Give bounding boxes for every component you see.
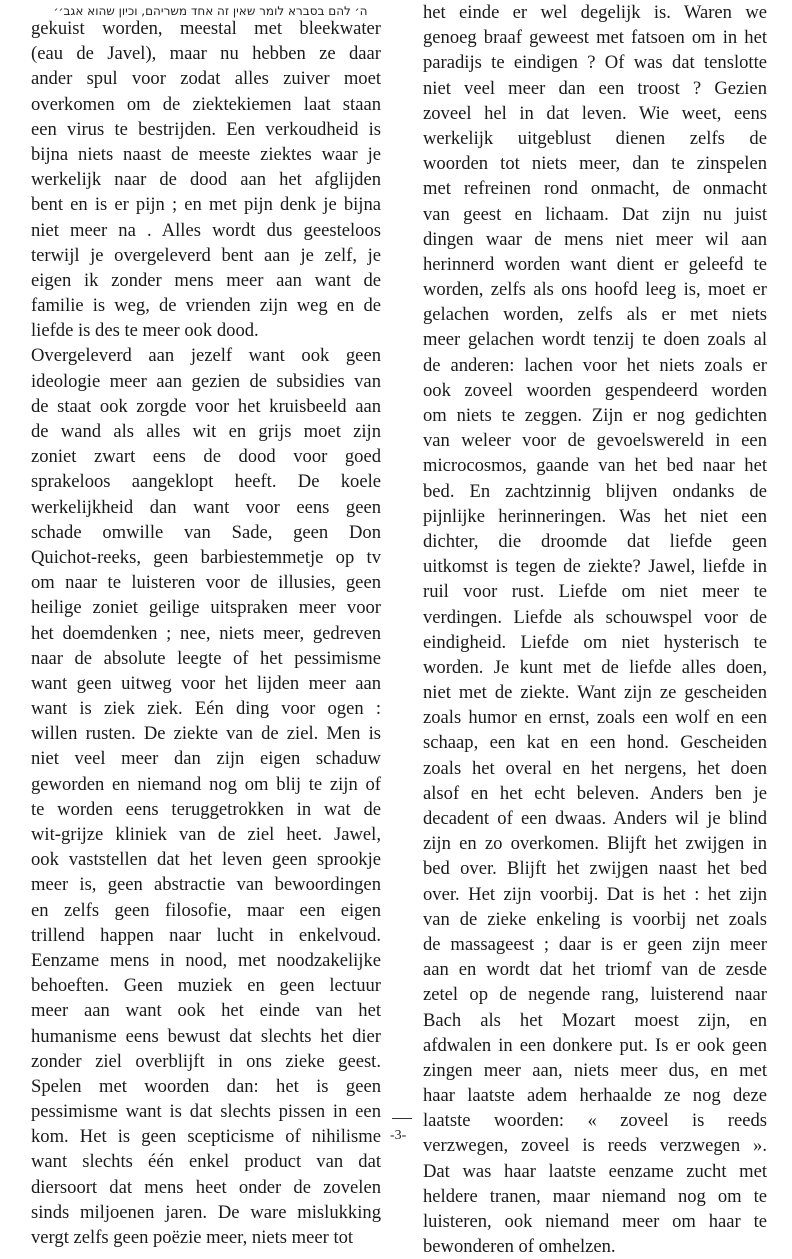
text-line: paradijs te eindigen ? Of was dat tenslotte: [423, 52, 767, 74]
text-line: bed. En zachtzinnig blijven ondanks de: [423, 480, 767, 502]
text-line: herinnerd worden want dient er geleefd te: [423, 253, 767, 275]
text-line: afdwalen in een donkere put. Is er ook geen: [423, 1034, 767, 1056]
text-line: verdingen. Liefde als schouwspel voor de: [423, 606, 767, 628]
text-line: genoeg braaf geweest met fatsoen om in het: [423, 27, 767, 49]
text-line: en zelfs geen filosofie, maar een eigen: [31, 899, 381, 921]
text-line: om naar te luisteren voor de illusies, geen: [31, 572, 381, 594]
page-number-rule: [392, 1118, 412, 1119]
text-line: niet meer na . Alles wordt dus geesteloos: [31, 219, 381, 241]
left-text-column: [31, 2, 381, 1250]
text-line: Quichot-reeks, geen barbiestemmetje op tv: [31, 546, 381, 568]
text-line: bent en is er pijn ; en met pijn denk je bijna: [31, 194, 381, 216]
text-line: pijnlijke herinneringen. Was het niet een: [423, 505, 767, 527]
header-spacer: [31, 2, 381, 16]
text-line: schaap, een kat en een hond. Gescheiden: [423, 732, 767, 754]
text-line: eigen ik zonder mens meer aan want de: [31, 269, 381, 291]
text-line: van de zieke enkeling is voorbij net zoals: [423, 908, 767, 930]
text-line: microcosmos, gaande van het bed naar het: [423, 455, 767, 477]
text-line: het doemdenken ; nee, niets meer, gedreven: [31, 622, 381, 644]
text-line: ideologie meer aan gezien de subsidies van: [31, 370, 381, 392]
text-line: overkomen om de ziektekiemen laat staan: [31, 93, 381, 115]
text-line: gekuist worden, meestal met bleekwater: [31, 18, 381, 39]
text-line: Overgeleverd aan jezelf want ook geen: [31, 345, 381, 367]
text-line: decadent of een dwaas. Anders wil je blind: [423, 808, 767, 829]
text-line: heilige zoniet geilige uitspraken meer voor: [31, 597, 381, 619]
text-line: aan en wordt dat het triomf van de zesde: [423, 959, 767, 981]
text-line: want geen uitweg voor het lijden meer aan: [31, 672, 381, 694]
text-line: niet veel meer dan zijn eigen schaduw: [31, 748, 381, 770]
text-line: willen rusten. De ziekte van de ziel. Men is: [31, 723, 381, 745]
text-line: Spelen met woorden dan: het is geen: [31, 1075, 381, 1097]
text-line: zetel op de negende rang, luisterend naar: [423, 984, 767, 1006]
text-line: werkelijk uitgeblust dienen zelfs de: [423, 127, 767, 149]
hebrew-header-fragment: ה׳ להם בסברא לומר שאין זה אחד משריהם, וכיון שהוא אגב׳׳: [53, 4, 368, 18]
page-number: -3-: [390, 1128, 407, 1143]
text-line: Eenzame mens in nood, met noodzakelijke: [31, 949, 381, 971]
text-line: Dat was haar laatste eenzame zucht met: [423, 1160, 767, 1182]
text-line: niet veel meer dan een troost ? Gezien: [423, 77, 767, 99]
text-line: want is ziek ziek. Eén ding voor ogen :: [31, 698, 381, 720]
text-line: de massageest ; daar is er geen zijn meer: [423, 933, 767, 955]
text-line: ruil voor rust. Liefde om niet meer te: [423, 581, 767, 603]
text-line: de staat ook zorgde voor het kruisbeeld aan: [31, 395, 381, 417]
text-line: humanisme eens bewust dat slechts het dier: [31, 1025, 381, 1047]
text-line: worden. Je kunt met de liefde alles doen,: [423, 656, 767, 678]
text-line: eindigheid. Liefde om niet hysterisch te: [423, 631, 767, 653]
text-line: ook vaststellen dat het leven geen sprookje: [31, 849, 381, 871]
text-line: kom. Het is geen scepticisme of nihilisme: [31, 1126, 381, 1148]
text-line: meer gelachen wordt tenzij te doen zoals al: [423, 329, 767, 351]
text-line: familie is weg, de vrienden zijn weg en de: [31, 295, 381, 317]
text-line: niet met de ziekte. Want zijn ze gescheiden: [423, 682, 767, 704]
text-line: te worden eens teruggetrokken in wat de: [31, 798, 381, 820]
text-line: wit-grijze kliniek van de ziel heet. Jawel,: [31, 824, 381, 845]
text-line: liefde is des te meer ook dood.: [31, 320, 259, 342]
text-line: zijn en zo overkomen. Blijft het zwijgen in: [423, 833, 767, 855]
text-line: meer aan want ook het einde van het: [31, 1000, 381, 1022]
text-line: het einde er wel degelijk is. Waren we: [423, 2, 767, 23]
text-line: (eau de Javel), maar nu hebben ze daar: [31, 43, 381, 65]
text-line: geworden en niemand nog om blij te zijn of: [31, 773, 381, 795]
text-line: met refreinen rond onmacht, de onmacht: [423, 178, 767, 200]
text-line: woorden tot niets meer, dan te zinspelen: [423, 153, 767, 175]
text-line: van geest en lichaam. Dat zijn nu juist: [423, 203, 767, 225]
text-line: pessimisme want is dat slechts pissen in een: [31, 1101, 381, 1123]
text-line: worden, zelfs als ons hoofd leeg is, moet er: [423, 279, 767, 301]
text-line: ook zoveel woorden gespendeerd worden: [423, 379, 767, 401]
text-line: zoniet zwart eens de dood voor goed: [31, 446, 381, 468]
text-line: zoals het overal en het nergens, het doen: [423, 757, 767, 779]
text-line: Bach als het Mozart moest zijn, en: [423, 1009, 767, 1031]
text-line: zoveel hel in dat leven. Wie weet, eens: [423, 102, 767, 124]
text-line: heldere tranen, maar niemand nog om te: [423, 1185, 767, 1207]
text-line: gelachen worden, zelfs als er met niets: [423, 304, 767, 326]
text-line: een virus te bestrijden. Een verkoudheid is: [31, 118, 381, 140]
text-line: om niets te zeggen. Zijn er nog gedichten: [423, 405, 767, 426]
text-line: dingen waar de mens niet meer wil aan: [423, 228, 767, 250]
text-line: terwijl je overgeleverd bent aan je zelf, je: [31, 244, 381, 266]
text-line: ander spul voor zodat alles zuiver moet: [31, 68, 381, 90]
text-line: luisteren, ook niemand meer om haar te: [423, 1211, 767, 1232]
text-line: haar laatste adem herhaalde ze nog deze: [423, 1085, 767, 1107]
text-line: zingen meer aan, niets meer dus, en met: [423, 1059, 767, 1081]
text-line: sprakeloos aangeklopt heeft. De koele: [31, 471, 381, 493]
text-line: dichter, die droomde dat liefde geen: [423, 530, 767, 552]
text-line: vergt zelfs geen poëzie meer, niets meer tot: [31, 1227, 354, 1248]
text-line: diersoort dat mens heet onder de zovelen: [31, 1176, 381, 1198]
text-line: alsof en het echt beleven. Anders ben je: [423, 782, 767, 804]
text-line: schade omwille van Sade, geen Don: [31, 521, 381, 543]
text-line: bed over. Blijft het zwijgen naast het bed: [423, 858, 767, 880]
right-text-column: [423, 0, 767, 1259]
text-line: over. Het zijn voorbij. Dat is het : het zijn: [423, 883, 767, 905]
text-line: de wand als alles wit en grijs moet zijn: [31, 421, 381, 442]
text-line: zoals humor en ernst, zoals een wolf en een: [423, 707, 767, 729]
text-line: sinds miljoenen jaren. De ware mislukking: [31, 1201, 381, 1223]
text-line: laatste woorden: « zoveel is reeds: [423, 1110, 767, 1132]
text-line: werkelijkheid dan want voor eens geen: [31, 496, 381, 518]
text-line: meer is, geen abstractie van bewoordingen: [31, 874, 381, 896]
text-line: zonder ziel overblijft in ons zieke geest.: [31, 1050, 381, 1072]
text-line: bewonderen of omhelzen.: [423, 1236, 616, 1258]
text-line: verzwegen, zoveel is reeds verzwegen ».: [423, 1135, 767, 1157]
text-line: bijna niets naast de meeste ziektes waar je: [31, 143, 381, 165]
text-line: van weleer voor de gevoelswereld in een: [423, 430, 767, 452]
text-line: trillend happen naar lucht in enkelvoud.: [31, 924, 381, 946]
text-line: naar de absolute leegte of het pessimisme: [31, 647, 381, 669]
text-line: werkelijk naar de dood aan het afglijden: [31, 169, 381, 191]
text-line: de anderen: lachen voor het niets zoals er: [423, 354, 767, 376]
text-line: want slechts één enkel product van dat: [31, 1151, 381, 1173]
text-line: behoeften. Geen muziek en geen lectuur: [31, 975, 381, 997]
text-line: uitkomst is tegen de ziekte? Jawel, liefde in: [423, 556, 767, 578]
